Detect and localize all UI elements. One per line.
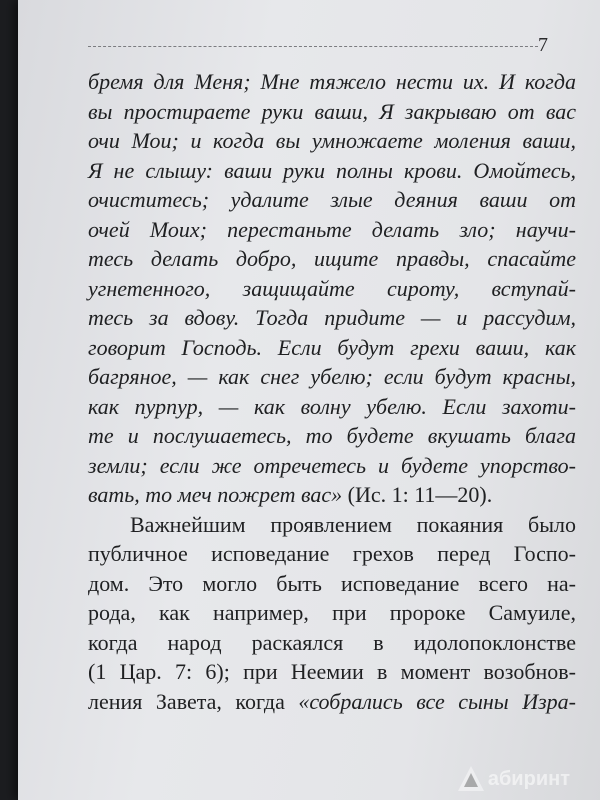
quote-line: земли; если же отречетесь и будете упорство- [88, 452, 576, 478]
paragraph [88, 510, 576, 717]
page-number: 7 [538, 34, 548, 56]
quote-line: угнетенного, защищайте сироту, вступай- [88, 275, 576, 301]
quote-reference: (Ис. 1: 11—20). [342, 482, 493, 507]
quote-line: Я не слышу: ваши руки полны крови. Омойтесь, [88, 157, 576, 183]
paragraph-line: когда народ раскаялся в идолопоклонстве [88, 629, 576, 655]
quote-line: бремя для Меня; Мне тяжело нести их. И когда [88, 69, 576, 94]
paragraph-line: дом. Это могло быть исповедание всего на- [88, 570, 576, 596]
quote-line: тесь делать добро, ищите правды, спасайте [88, 246, 576, 271]
paragraph-line: рода, как например, при пророке Самуиле, [88, 600, 576, 625]
labirint-logo-icon [456, 764, 486, 794]
paragraph-last-line [88, 687, 576, 717]
quote-last-italic: вать, то меч пожрет вас» [88, 482, 343, 507]
quote-line: как пурпур, — как волну убелю. Если захоти- [88, 393, 576, 419]
quote-line: очей Моих; перестаньте делать зло; научи- [88, 216, 576, 242]
paragraph-line: Важнейшим проявлением покаяния было [130, 511, 576, 537]
quote-line: багряное, — как снег убелю; если будут красны, [88, 364, 576, 389]
paragraph-last-start: ления Завета, когда [88, 688, 299, 714]
watermark [456, 764, 570, 794]
body-text [88, 67, 576, 716]
paragraph-last-italic: «собрались все сыны Изра- [298, 688, 576, 714]
quote-line: говорит Господь. Если будут грехи ваши, как [88, 334, 576, 360]
quote-line: очиститесь; удалите злые деяния ваши от [88, 187, 576, 212]
quote-last-line [88, 480, 576, 510]
paragraph-line: публичное исповедание грехов перед Госпо- [88, 541, 576, 566]
header-divider [88, 46, 538, 47]
book-page [18, 0, 600, 800]
quote-line: те и послушаетесь, то будете вкушать блага [88, 423, 576, 448]
quote-line: вы простираете руки ваши, Я закрываю от вас [88, 98, 576, 124]
quote-block [88, 67, 576, 510]
watermark-text: абиринт [487, 767, 570, 790]
quote-line: очи Мои; и когда вы умножаете моления ваши, [88, 128, 576, 153]
quote-line: тесь за вдову. Тогда придите — и рассудим, [88, 305, 576, 330]
paragraph-line: (1 Цар. 7: 6); при Неемии в момент возобнов- [88, 659, 576, 684]
